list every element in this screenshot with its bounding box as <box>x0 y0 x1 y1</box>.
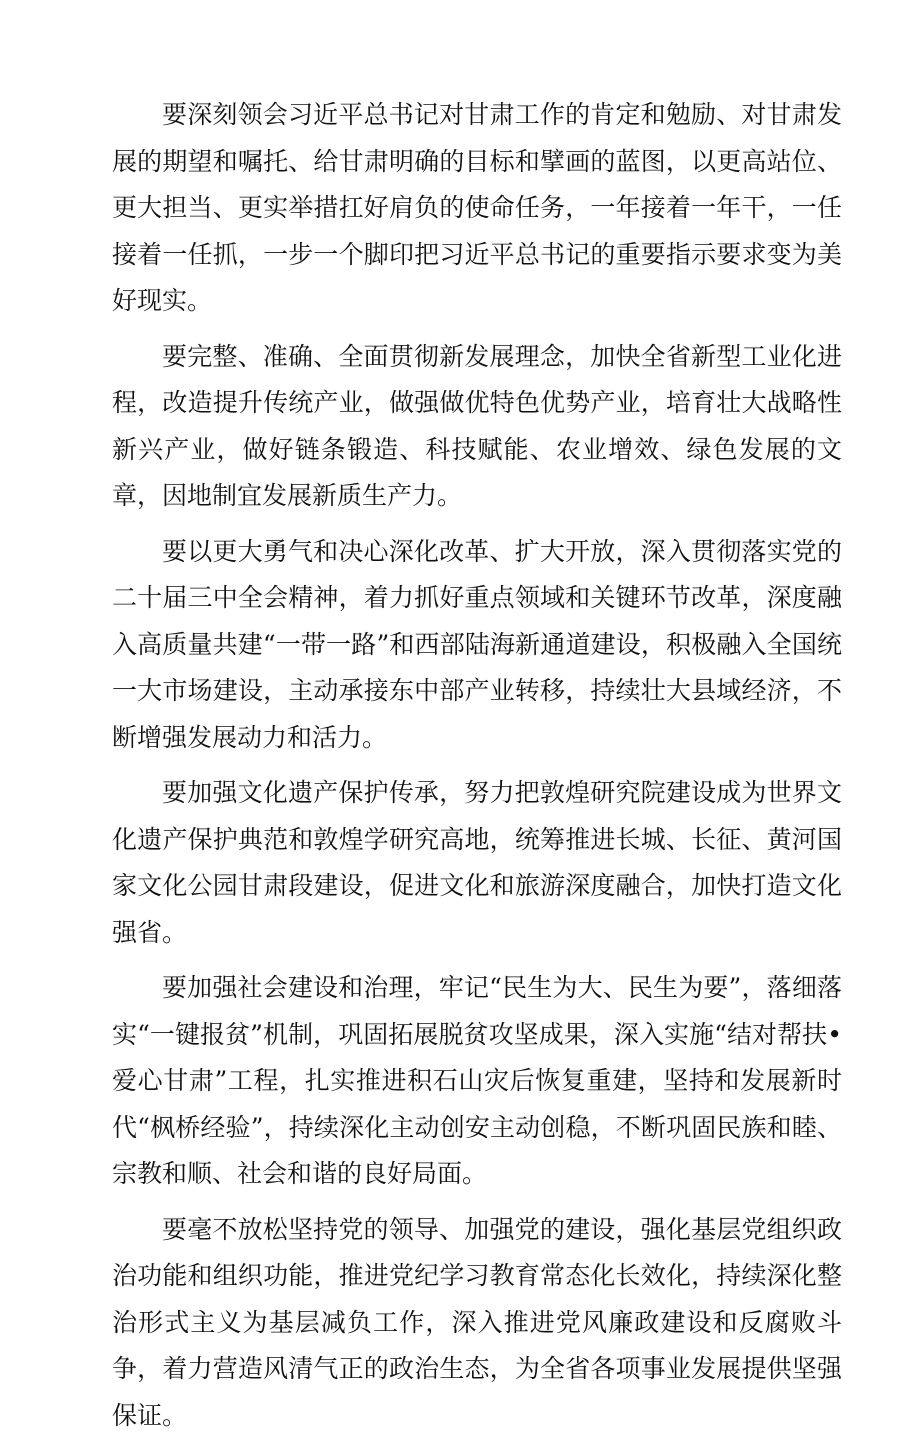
paragraph: 要深刻领会习近平总书记对甘肃工作的肯定和勉励、对甘肃发展的期望和嘱托、给甘肃明确的目标和擘画的蓝图，以更高站位、更大担当、更实举措扛好肩负的使命任务，一年接着一年干，一任接着一任抓，一步一个脚印把习近平总书记的重要指示要求变为美好现实。 <box>112 100 842 315</box>
paragraph: 要毫不放松坚持党的领导、加强党的建设，强化基层党组织政治功能和组织功能，推进党纪学习教育常态化长效化，持续深化整治形式主义为基层减负工作，深入推进党风廉政建设和反腐败斗争，着力营造风清气正的政治生态，为全省各项事业发展提供坚强保证。 <box>112 1214 842 1430</box>
paragraph: 要以更大勇气和决心深化改革、扩大开放，深入贯彻落实党的二十届三中全会精神，着力抓好重点领域和关键环节改革，深度融入高质量共建“一带一路”和西部陆海新通道建设，积极融入全国统一大市场建设，主动承接东中部产业转移，持续壮大县域经济，不断增强发展动力和活力。 <box>112 536 842 752</box>
paragraph: 要完整、准确、全面贯彻新发展理念，加快全省新型工业化进程，改造提升传统产业，做强做优特色优势产业，培育壮大战略性新兴产业，做好链条锻造、科技赋能、农业增效、绿色发展的文章，因地制宜发展新质生产力。 <box>112 341 842 510</box>
paragraph: 要加强社会建设和治理，牢记“民生为大、民生为要”，落细落实“一键报贫”机制，巩固拓展脱贫攻坚成果，深入实施“结对帮扶•爱心甘肃”工程，扎实推进积石山灾后恢复重建，坚持和发展新时代“枫桥经验”，持续深化主动创安主动创稳，不断巩固民族和睦、宗教和顺、社会和谐的良好局面。 <box>112 973 842 1188</box>
document-body <box>112 92 842 1448</box>
paragraph: 要加强文化遗产保护传承，努力把敦煌研究院建设成为世界文化遗产保护典范和敦煌学研究高地，统筹推进长城、长征、黄河国家文化公园甘肃段建设，促进文化和旅游深度融合，加快打造文化强省。 <box>112 778 842 947</box>
